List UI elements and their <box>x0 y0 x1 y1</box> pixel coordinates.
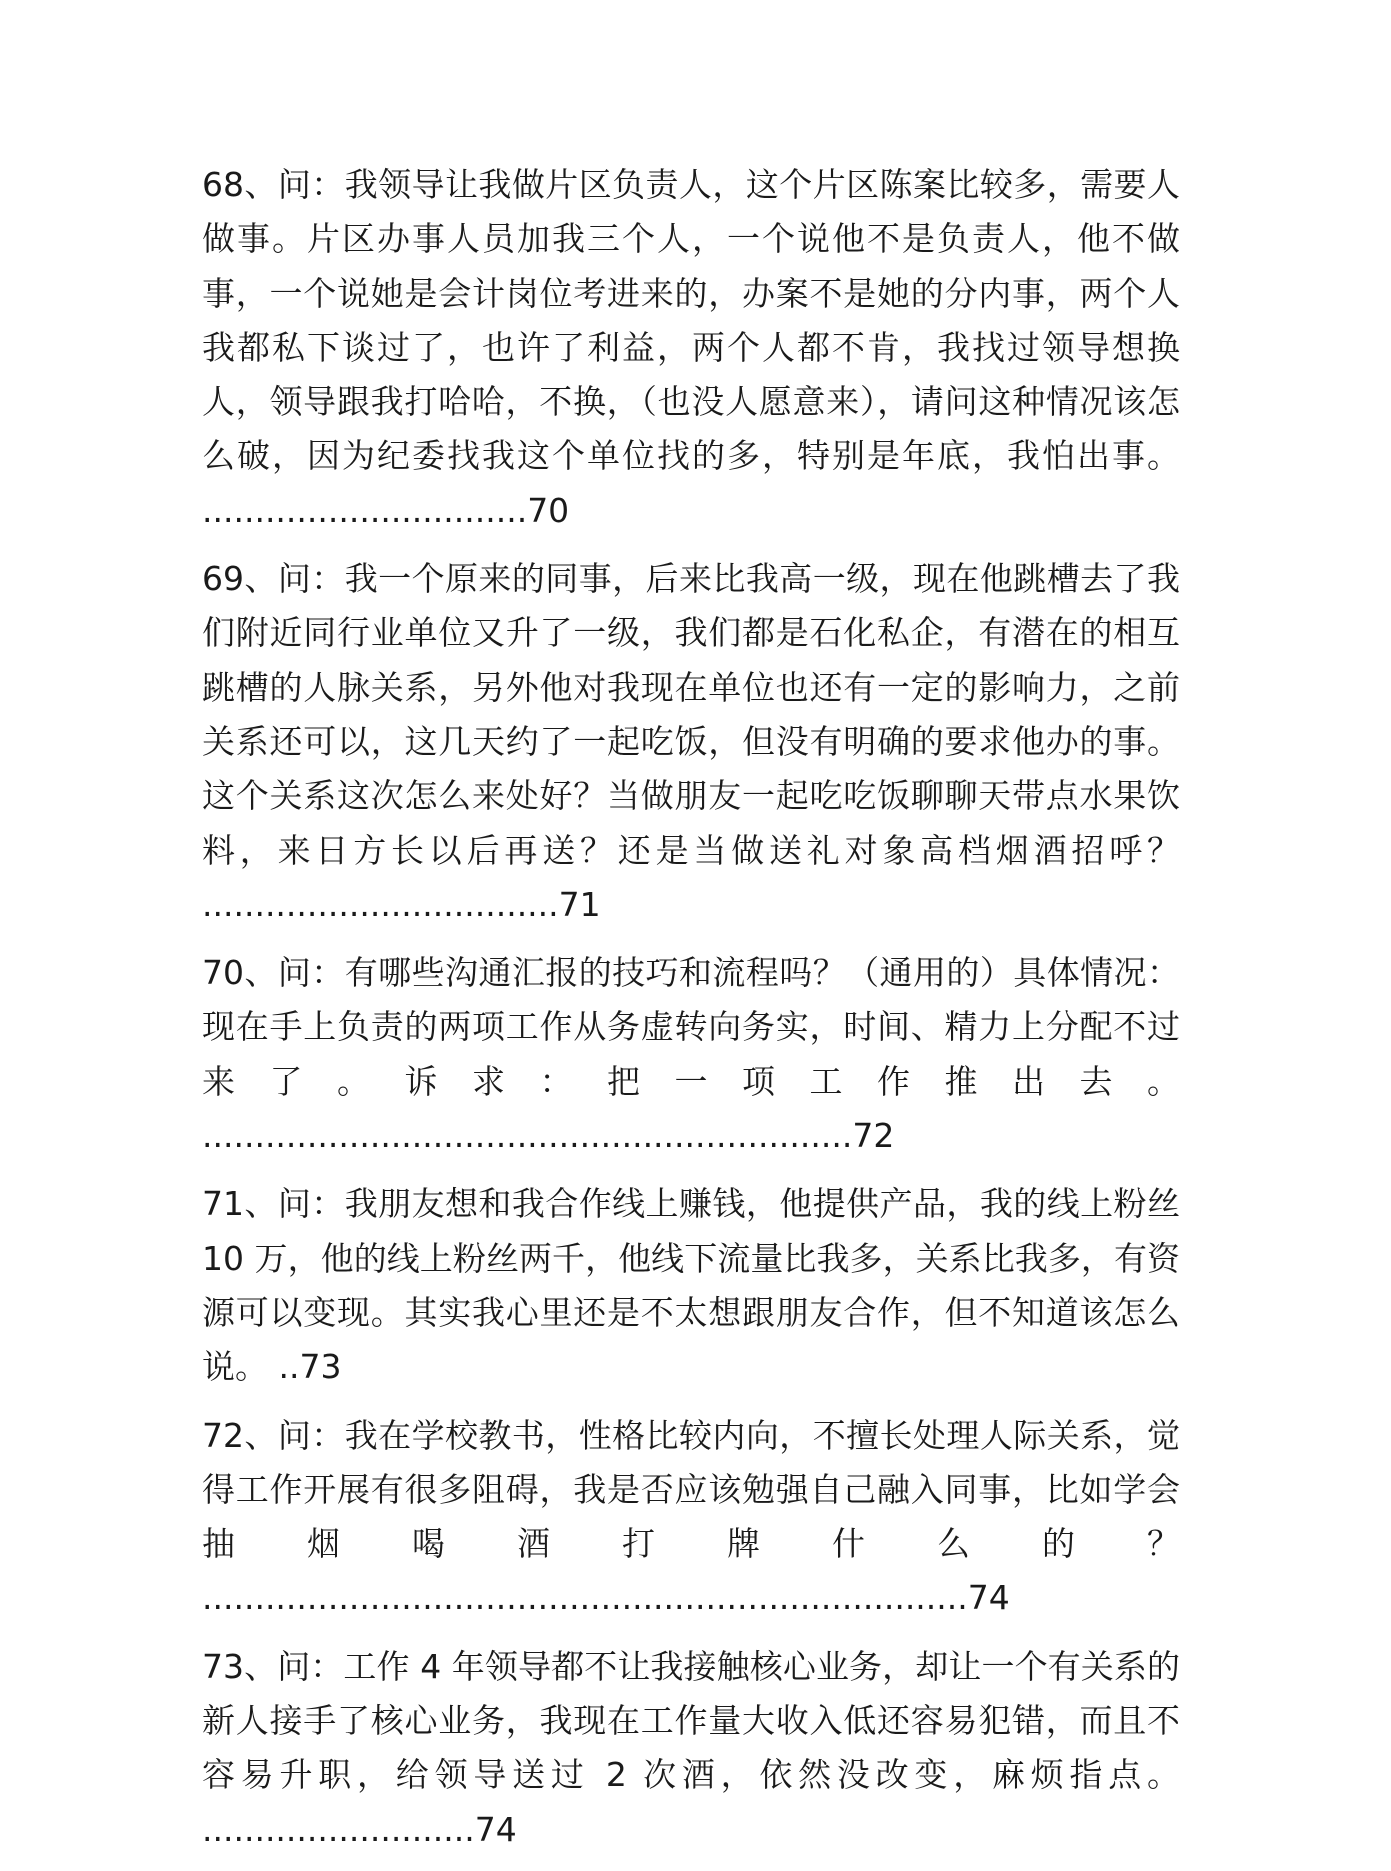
table-of-contents <box>202 158 1180 1871</box>
toc-entry-68[interactable] <box>202 158 1180 538</box>
toc-entry-70[interactable] <box>202 946 1180 1163</box>
toc-entry-text: 70、问：有哪些沟通汇报的技巧和流程吗？（通用的）具体情况：现在手上负责的两项工作从务虚转向务实，时间、精力上分配不过来了。诉求：把一项工作推出去。 <box>202 953 1180 1101</box>
toc-leader-dots: ......................................................................... <box>202 1578 968 1618</box>
toc-page-number: 72 <box>852 1116 895 1156</box>
toc-page-number: 74 <box>474 1809 517 1849</box>
toc-leader-dots: ............................... <box>202 490 528 530</box>
toc-leader-dots: .......................... <box>202 1809 475 1849</box>
toc-page-number: 70 <box>527 490 570 530</box>
toc-entry-71[interactable] <box>202 1177 1180 1394</box>
toc-page-number: 73 <box>299 1347 342 1387</box>
toc-page-number: 71 <box>558 884 601 924</box>
toc-page-number: 74 <box>967 1578 1010 1618</box>
toc-leader-dots: .. <box>268 1347 300 1387</box>
toc-entry-text: 73、问：工作 4 年领导都不让我接触核心业务，却让一个有关系的新人接手了核心业务，我现在工作量大收入低还容易犯错，而且不容易升职，给领导送过 2 次酒，依然没改变，麻烦指点。 <box>202 1646 1180 1795</box>
toc-leader-dots: .................................. <box>202 884 559 924</box>
toc-entry-text: 69、问：我一个原来的同事，后来比我高一级，现在他跳槽去了我们附近同行业单位又升了一级，我们都是石化私企，有潜在的相互跳槽的人脉关系，另外他对我现在单位也还有一定的影响力，之前关系还可以，这几天约了一起吃饭，但没有明确的要求他办的事。这个关系这次怎么来处好？当做朋友一起吃吃饭聊聊天带点水果饮料，来日方长以后再送？还是当做送礼对象高档烟酒招呼？ <box>202 559 1180 870</box>
toc-entry-text: 71、问：我朋友想和我合作线上赚钱，他提供产品，我的线上粉丝 10 万，他的线上粉丝两千，他线下流量比我多，关系比我多，有资源可以变现。其实我心里还是不太想跟朋友合作，但不知道该怎么说。 <box>202 1184 1180 1387</box>
toc-leader-dots: .............................................................. <box>202 1116 853 1156</box>
toc-entry-69[interactable] <box>202 552 1180 932</box>
toc-entry-72[interactable] <box>202 1409 1180 1626</box>
toc-entry-text: 68、问：我领导让我做片区负责人，这个片区陈案比较多，需要人做事。片区办事人员加我三个人，一个说他不是负责人，他不做事，一个说她是会计岗位考进来的，办案不是她的分内事，两个人我都私下谈过了，也许了利益，两个人都不肯，我找过领导想换人，领导跟我打哈哈，不换，（也没人愿意来），请问这种情况该怎么破，因为纪委找我这个单位找的多，特别是年底，我怕出事。 <box>202 165 1180 476</box>
toc-entry-73[interactable] <box>202 1640 1180 1857</box>
toc-entry-text: 72、问：我在学校教书，性格比较内向，不擅长处理人际关系，觉得工作开展有很多阻碍，我是否应该勉强自己融入同事，比如学会抽烟喝酒打牌什么的？ <box>202 1415 1180 1564</box>
